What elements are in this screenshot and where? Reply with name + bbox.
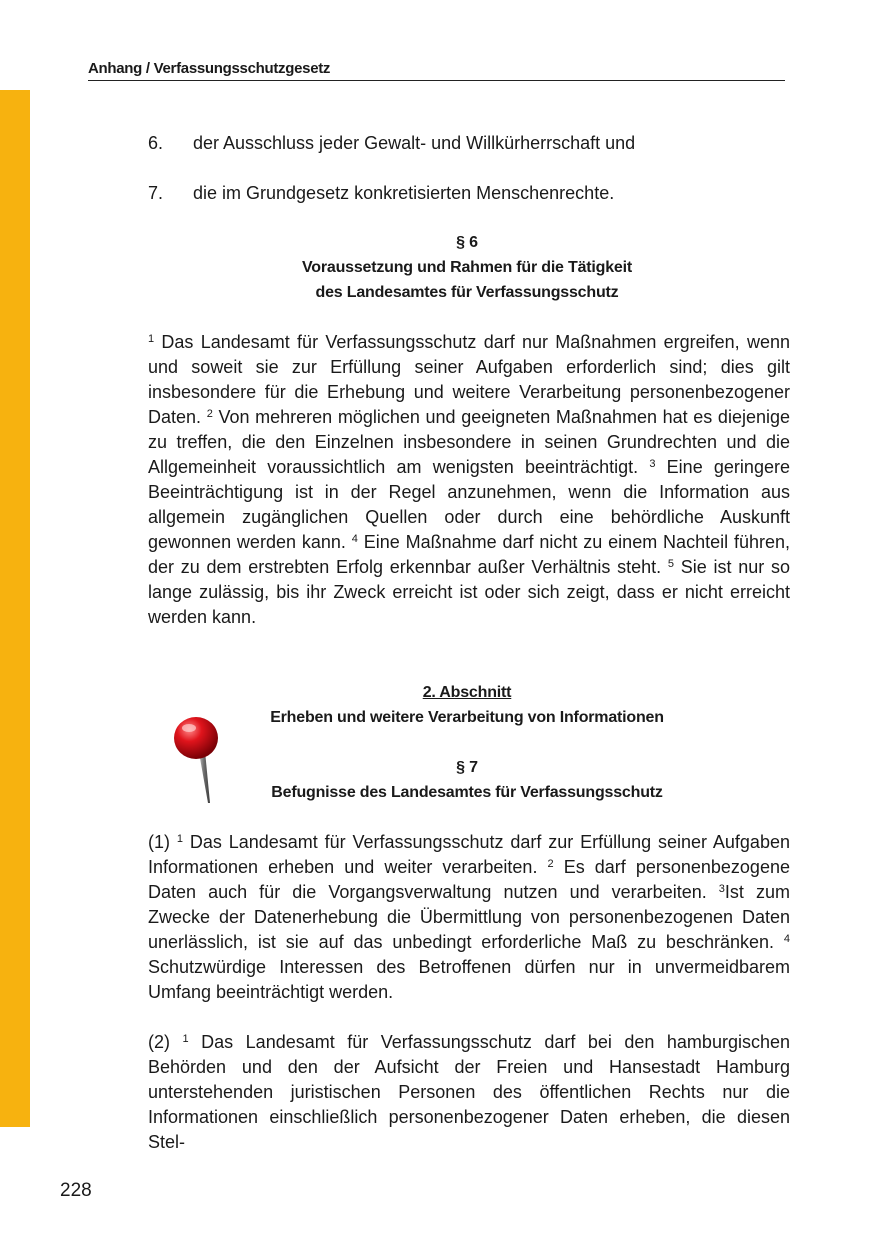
- section-6-heading: [148, 230, 786, 305]
- chapter-label: 2. Abschnitt: [422, 684, 512, 701]
- section-7-paragraph-2: (2) $^1$ Das Landesamt für Verfassungsschutz darf bei den hamburgischen Behörden und den der Aufsicht der Freien und Hansestadt Hamburg unterstehenden juristischen Personen des öffentlichen Rechts nur die Informationen einschließlich personenbezogener Daten erheben, die diesen Stel-: [148, 1032, 790, 1152]
- list-item-text: der Ausschluss jeder Gewalt- und Willkürherrschaft und: [193, 133, 636, 153]
- section-7-paragraph-1: (1) $^1$ Das Landesamt für Verfassungsschutz darf zur Erfüllung seiner Aufgaben Informationen erheben und weiter verarbeiten. $^2$ Es darf personenbezogene Daten auch für die Vorgangsverwaltung nutzen und verarbeiten. $^3$Ist zum Zwecke der Datenerhebung die Übermittlung von personenbezogenen Daten unerlässlich, ist sie auf das unbedingt erforderliche Maß zu beschränken. $^4$ Schutzwürdige Interessen des Betroffenen dürfen nur in unvermeidbarem Umfang beeinträchtigt werden.: [148, 832, 790, 1002]
- section-title: Voraussetzung und Rahmen für die Tätigkeit: [301, 259, 632, 276]
- list-item-number: 7.: [148, 183, 164, 203]
- chapter-2-heading: [148, 680, 786, 730]
- section-number: § 6: [456, 234, 478, 251]
- page-number: 228: [60, 1180, 92, 1201]
- list-item-number: 6.: [148, 133, 164, 153]
- yellow-margin-bar: [0, 90, 30, 1127]
- section-7-heading: [148, 755, 786, 805]
- section-title: Befugnisse des Landesamtes für Verfassungsschutz: [271, 784, 663, 801]
- list-item-text: die im Grundgesetz konkretisierten Menschenrechte.: [193, 183, 615, 203]
- section-6-paragraph: $^1$ Das Landesamt für Verfassungsschutz darf nur Maßnahmen ergreifen, wenn und soweit sie zur Erfüllung seiner Aufgaben erforderlich sind; dies gilt insbesondere für die Erhebung und weitere Verarbeitung personenbezogener Daten. $^2$ Von mehreren möglichen und geeigneten Maßnahmen hat es diejenige zu treffen, die den Einzelnen insbesondere in seinen Grundrechten und die Allgemeinheit voraussichtlich am wenigsten beeinträchtigt. $^3$ Eine geringere Beeinträchtigung ist in der Regel anzunehmen, wenn die Information aus allgemein zugänglichen Quellen oder durch eine behördliche Auskunft gewonnen werden kann. $^4$ Eine Maßnahme darf nicht zu einem Nachteil führen, der zu dem erstrebten Erfolg erkennbar außer Verhältnis steht. $^5$ Sie ist nur so lange zulässig, bis ihr Zweck erreicht ist oder sich zeigt, dass er nicht erreicht werden kann.: [148, 332, 790, 627]
- running-header: Anhang / Verfassungsschutzgesetz: [88, 60, 785, 81]
- chapter-title: Erheben und weitere Verarbeitung von Informationen: [270, 709, 664, 726]
- section-title: des Landesamtes für Verfassungsschutz: [315, 284, 619, 301]
- section-number: § 7: [456, 759, 478, 776]
